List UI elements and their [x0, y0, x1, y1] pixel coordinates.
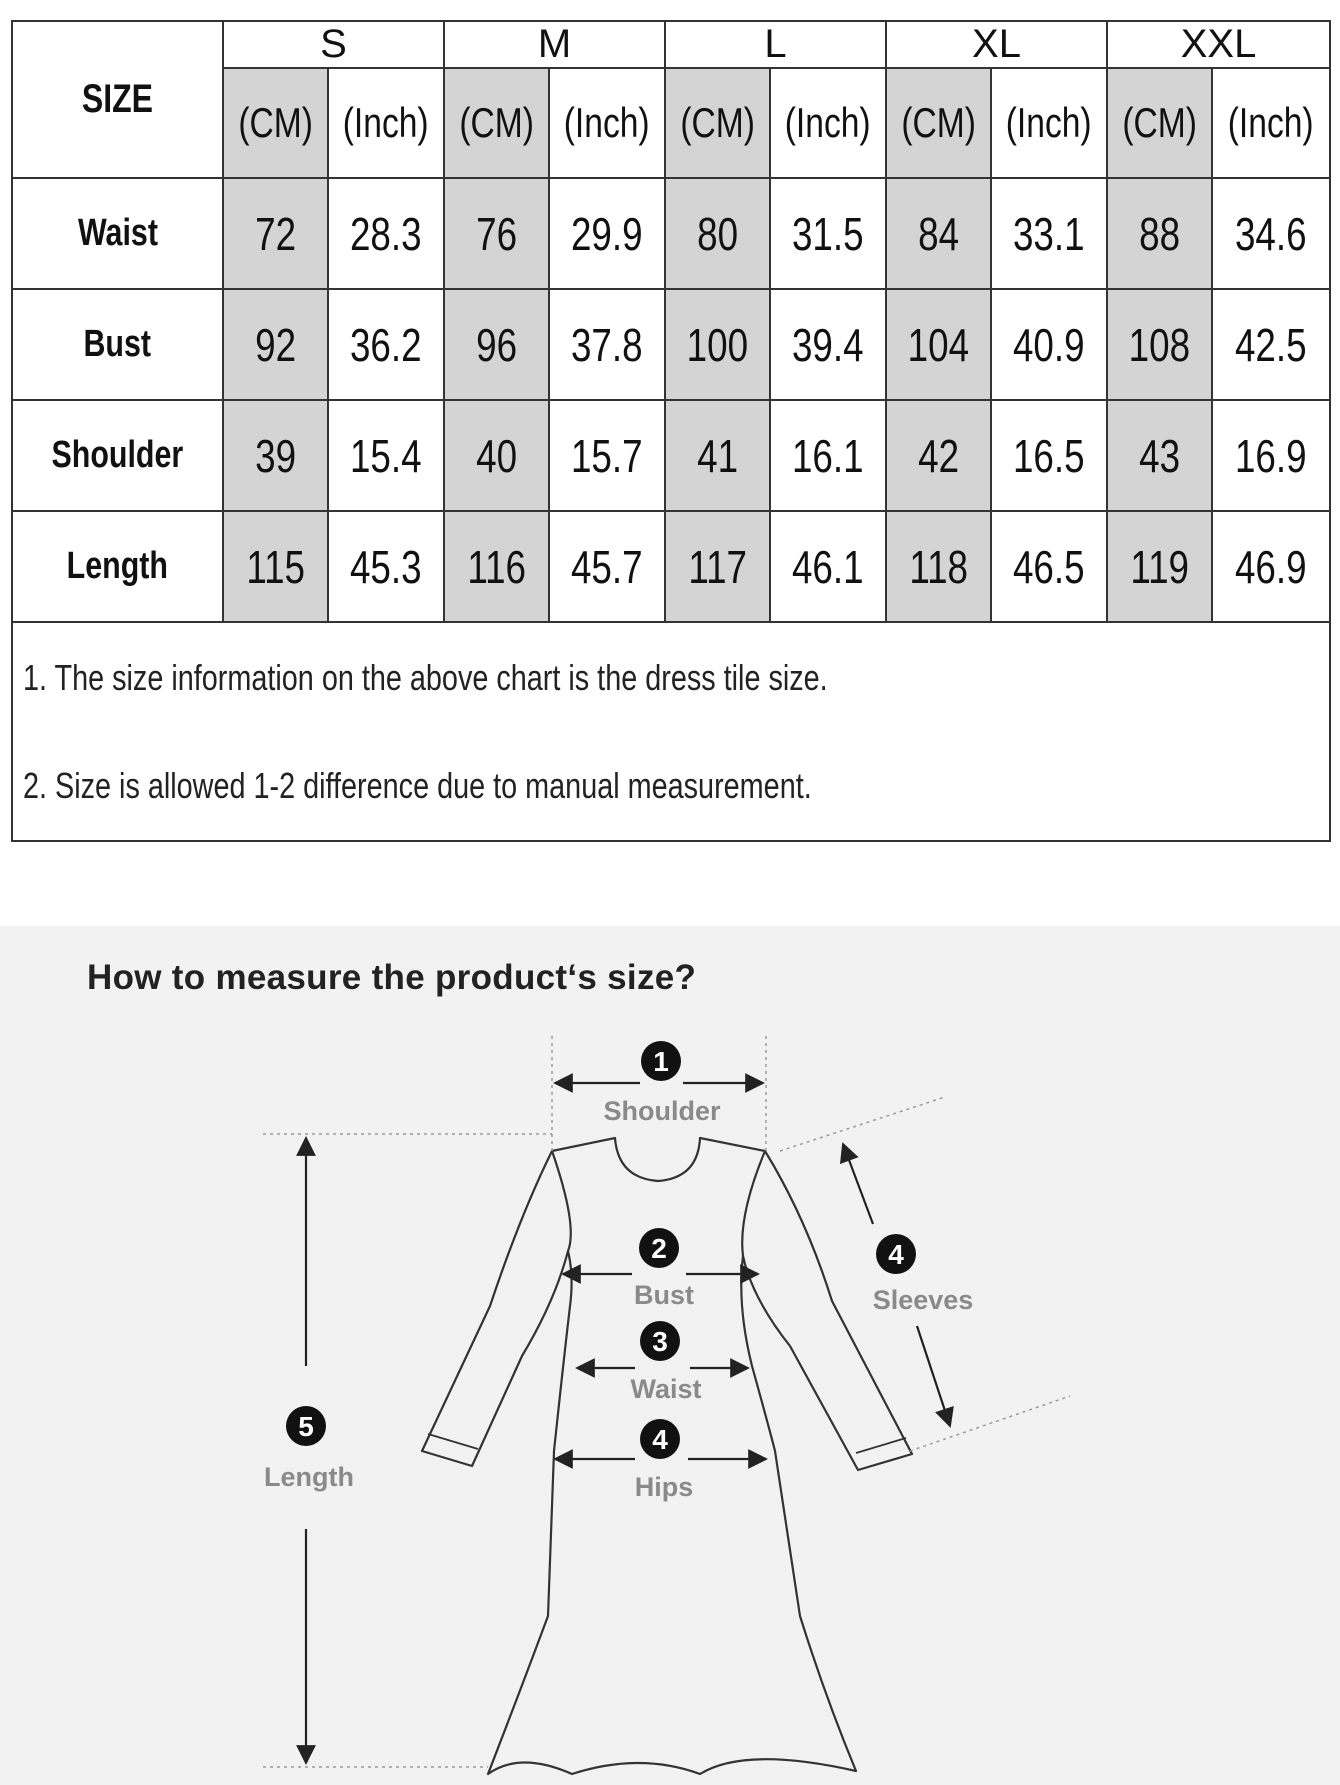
label-shoulder: Shoulder [603, 1096, 721, 1126]
table-row-bust [12, 289, 1330, 400]
label-bust: Bust [634, 1280, 694, 1310]
unit-inch: (Inch) [1212, 68, 1330, 178]
size-header-xxl: XXL [1107, 21, 1330, 68]
size-header-l: L [665, 21, 886, 68]
notes-row [12, 622, 1330, 841]
table-row-waist [12, 178, 1330, 289]
number-2: 2 [651, 1233, 667, 1264]
cell-inch: 46.9 [1212, 511, 1330, 622]
measure-sleeves [873, 1234, 974, 1315]
cell-inch: 31.5 [770, 178, 886, 289]
measure-length [264, 1406, 354, 1492]
note-2: 2. Size is allowed 1-2 difference due to manual measurement. [23, 764, 812, 806]
cell-inch: 40.9 [991, 289, 1107, 400]
cell-inch: 16.1 [770, 400, 886, 511]
cell-cm: 115 [223, 511, 328, 622]
unit-inch: (Inch) [549, 68, 665, 178]
cell-inch: 45.7 [549, 511, 665, 622]
size-corner-label: SIZE [12, 21, 223, 178]
cell-cm: 88 [1107, 178, 1212, 289]
size-table [11, 20, 1331, 842]
cell-inch: 16.5 [991, 400, 1107, 511]
row-label: Waist [12, 178, 223, 289]
cell-cm: 40 [444, 400, 549, 511]
cell-cm: 100 [665, 289, 770, 400]
cell-inch: 39.4 [770, 289, 886, 400]
measure-waist [630, 1321, 701, 1404]
label-hips: Hips [634, 1472, 694, 1502]
cell-inch: 29.9 [549, 178, 665, 289]
cell-inch: 16.9 [1212, 400, 1330, 511]
unit-cm: (CM) [1107, 68, 1212, 178]
unit-inch: (Inch) [328, 68, 444, 178]
cell-cm: 84 [886, 178, 991, 289]
cell-cm: 117 [665, 511, 770, 622]
number-1: 1 [653, 1046, 669, 1077]
sleeves-arrow [843, 1144, 873, 1224]
size-header-xl: XL [886, 21, 1107, 68]
number-4-hips: 4 [652, 1424, 668, 1455]
cell-cm: 108 [1107, 289, 1212, 400]
cell-cm: 116 [444, 511, 549, 622]
unit-cm: (CM) [886, 68, 991, 178]
cell-cm: 119 [1107, 511, 1212, 622]
row-label: Length [12, 511, 223, 622]
table-row-length [12, 511, 1330, 622]
size-header-s: S [223, 21, 444, 68]
cell-cm: 76 [444, 178, 549, 289]
row-label: Bust [12, 289, 223, 400]
cell-inch: 34.6 [1212, 178, 1330, 289]
label-sleeves: Sleeves [872, 1285, 974, 1315]
cell-inch: 33.1 [991, 178, 1107, 289]
unit-cm: (CM) [665, 68, 770, 178]
cell-inch: 28.3 [328, 178, 444, 289]
cell-cm: 41 [665, 400, 770, 511]
label-length: Length [264, 1462, 354, 1492]
measure-arrows [306, 1083, 950, 1763]
cell-cm: 43 [1107, 400, 1212, 511]
cell-inch: 15.4 [328, 400, 444, 511]
table-row-shoulder [12, 400, 1330, 511]
cell-cm: 118 [886, 511, 991, 622]
label-waist: Waist [630, 1374, 702, 1404]
measure-hips [635, 1419, 694, 1502]
dress-diagram [0, 926, 1340, 1785]
cell-inch: 15.7 [549, 400, 665, 511]
cell-inch: 45.3 [328, 511, 444, 622]
cell-cm: 96 [444, 289, 549, 400]
cell-inch: 36.2 [328, 289, 444, 400]
number-5: 5 [298, 1411, 314, 1442]
size-header-m: M [444, 21, 665, 68]
number-4-sleeves: 4 [888, 1239, 904, 1270]
cell-inch: 42.5 [1212, 289, 1330, 400]
cell-cm: 80 [665, 178, 770, 289]
cell-cm: 104 [886, 289, 991, 400]
cell-cm: 72 [223, 178, 328, 289]
note-1: 1. The size information on the above chart is the dress tile size. [23, 656, 828, 698]
cell-inch: 37.8 [549, 289, 665, 400]
guide-title: How to measure the product‘s size? [87, 958, 697, 997]
unit-inch: (Inch) [770, 68, 886, 178]
cell-inch: 46.1 [770, 511, 886, 622]
number-3: 3 [652, 1326, 668, 1357]
unit-cm: (CM) [223, 68, 328, 178]
cell-cm: 42 [886, 400, 991, 511]
row-label: Shoulder [12, 400, 223, 511]
notes-cell [12, 622, 1330, 841]
cell-cm: 39 [223, 400, 328, 511]
size-header-row [12, 21, 1330, 68]
measure-guide-section [0, 926, 1340, 1785]
unit-inch: (Inch) [991, 68, 1107, 178]
unit-cm: (CM) [444, 68, 549, 178]
measure-bust [634, 1228, 694, 1310]
cell-cm: 92 [223, 289, 328, 400]
cell-inch: 46.5 [991, 511, 1107, 622]
